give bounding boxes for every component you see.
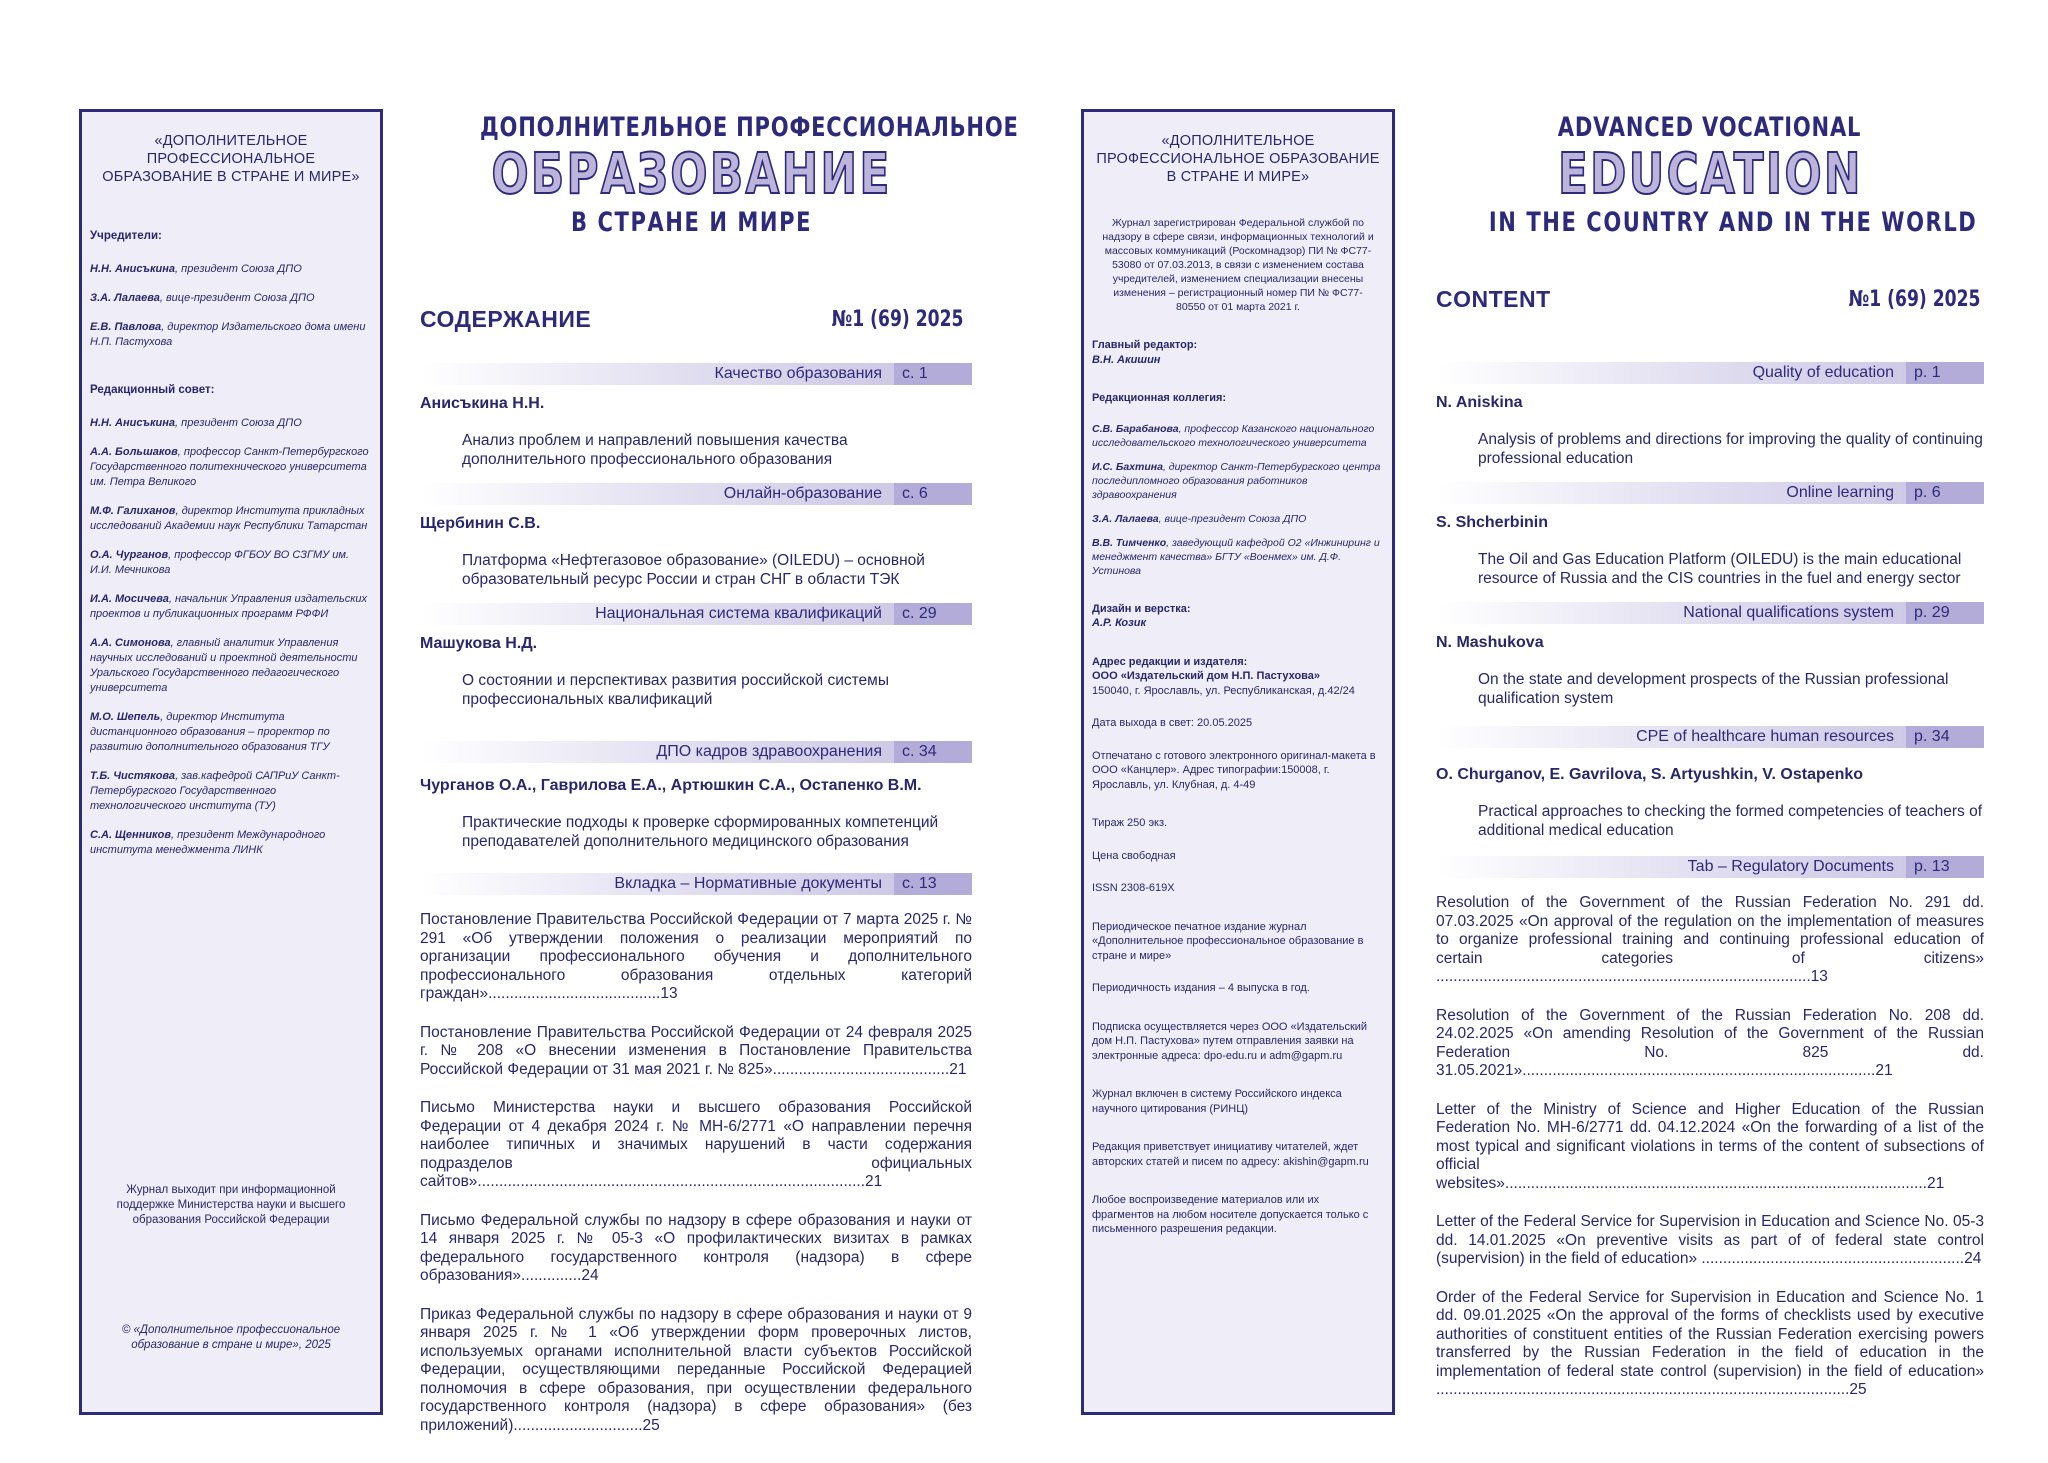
- section-author: N. Mashukova: [1436, 634, 1544, 651]
- founder-entry: Н.Н. Анисъкина, президент Союза ДПО: [90, 263, 302, 275]
- section-bar: National qualifications system p. 29: [1436, 602, 1984, 624]
- document-entry: Письмо Министерства науки и высшего образования Российской Федерации от 4 декабря 2024 г. № МН-6/2771 «О направлении перечня наиболее типичных и значимых нарушений в части содержания подразделов официальных сайтов»..........................................................................................21: [420, 1099, 972, 1190]
- en-section: [1436, 482, 1984, 588]
- sidebar-journal-title: «ДОПОЛНИТЕЛЬНОЕ ПРОФЕССИОНАЛЬНОЕ ОБРАЗОВАНИЕ В СТРАНЕ И МИРЕ»: [102, 133, 360, 185]
- design-credit: Дизайн и верстка: А.Р. Козик: [1092, 602, 1191, 629]
- en-issue-number: №1 (69) 2025: [1848, 287, 1981, 312]
- section-bar: Онлайн-образование с. 6: [420, 483, 972, 505]
- article-title: Практические подходы к проверке сформированных компетенций преподавателей дополнительного медицинского образования: [462, 814, 939, 850]
- document-entry: Resolution of the Government of the Russian Federation No. 291 dd. 07.03.2025 «On approval of the regulation on the implementation of measures to organize professional training and continuing professional education of certain categories of citizens» .......................................................................................13: [1436, 894, 1984, 985]
- frequency: Периодичность издания – 4 выпуска в год.: [1092, 982, 1310, 994]
- page-ref: p. 1: [1906, 362, 1984, 384]
- price: Цена свободная: [1092, 849, 1176, 862]
- page-ref: с. 34: [894, 741, 972, 763]
- ru-contents-heading: СОДЕРЖАНИЕ: [420, 306, 592, 332]
- ru-issue-number: №1 (69) 2025: [831, 307, 964, 332]
- subscription-note: Подписка осуществляется через ООО «Издательский дом Н.П. Пастухова» путем отправления заявки на электронные адреса: dpo-edu.ru и adm@gapm.ru: [1092, 1020, 1368, 1062]
- article-title: Analysis of problems and directions for improving the quality of continuing professional education: [1478, 431, 1983, 467]
- section-bar: Качество образования с. 1: [420, 363, 972, 385]
- page-ref: p. 34: [1906, 726, 1984, 748]
- section-author: Анисъкина Н.Н.: [420, 395, 545, 412]
- ru-masthead: [404, 112, 1019, 238]
- section-bar: Вкладка – Нормативные документы с. 13: [420, 873, 972, 895]
- registration-note: Журнал зарегистрирован Федеральной службой по надзору в сфере связи, информационных технологий и массовых коммуникаций (Роскомнадзор) ПИ № ФС77-53080 от 07.03.2013, в связи с изменением состава учредителей, изменением специализации внесены изменения – регистрационный номер ПИ № ФС77-80550 от 01 марта 2021 г.: [1102, 217, 1374, 313]
- document-entry: Постановление Правительства Российской Федерации от 24 февраля 2025 г. № 208 «О внесении изменения в Постановление Правительства Российской Федерации от 31 мая 2021 г. № 825».........................................21: [420, 1023, 972, 1078]
- issn: ISSN 2308-619X: [1092, 882, 1175, 894]
- section-author: Машукова Н.Д.: [420, 635, 538, 652]
- board-member: С.А. Щенников, президент Международного института менеджмента ЛИНК: [90, 829, 326, 856]
- ru-mast-line2: ОБРАЗОВАНИЕ: [491, 142, 893, 207]
- board-list: [90, 416, 372, 858]
- en-section: [1436, 602, 1984, 708]
- article-title: On the state and development prospects of the Russian professional qualification system: [1478, 671, 1949, 707]
- document-entry: Letter of the Federal Service for Supervision in Education and Science No. 05-3 dd. 14.01.2025 «On preventive visits as part of of federal state control (supervision) in the field of education» .............................................................24: [1436, 1213, 1984, 1267]
- board-member: Т.Б. Чистякова, зав.кафедрой САПРиУ Санкт-Петербургского Государственного технологического института (ТУ): [90, 770, 340, 812]
- article-title: Practical approaches to checking the formed competencies of teachers of additional medical education: [1478, 803, 1983, 839]
- section-author: O. Churganov, E. Gavrilova, S. Artyushkin, V. Ostapenko: [1436, 766, 1864, 783]
- page-ref: с. 1: [894, 363, 972, 385]
- ru-section: [420, 363, 972, 469]
- en-tab-section: [1436, 856, 1984, 1400]
- printing-note: Отпечатано с готового электронного оригинал-макета в ООО «Канцлер». Адрес типографии:150008, г. Ярославль, ул. Клубная, д. 4-49: [1092, 749, 1376, 791]
- section-bar: CPE of healthcare human resources p. 34: [1436, 726, 1984, 748]
- document-entry: Order of the Federal Service for Supervision in Education and Science No. 1 dd. 09.01.2025 «On the approval of the forms of checklists used by executive authorities of constituent entities of the Russian Federation exercising powers transferred by the Russian Federation in the field of education in the implementation of federal state control (supervision) in the field of education» ................................................................................................25: [1436, 1288, 1984, 1398]
- rinc-note: Журнал включен в систему Российского индекса научного цитирования (РИНЦ): [1092, 1088, 1342, 1115]
- support-note: Журнал выходит при информационной поддержке Министерства науки и высшего образования Российской Федерации: [116, 1184, 346, 1226]
- release-date: Дата выхода в свет: 20.05.2025: [1092, 717, 1253, 729]
- section-bar: Национальная система квалификаций с. 29: [420, 603, 972, 625]
- article-title: Анализ проблем и направлений повышения качества дополнительного профессионального образования: [462, 432, 848, 468]
- en-section: [1436, 726, 1984, 840]
- board-member: А.А. Симонова, главный аналитик Управления научных исследований и проектной деятельности Уральского Государственного педагогического университета: [90, 637, 358, 694]
- editorial-member: И.С. Бахтина, директор Санкт-Петербургского центра последипломного образования работников здравоохранения: [1092, 460, 1381, 501]
- document-entry: Resolution of the Government of the Russian Federation No. 208 dd. 24.02.2025 «On amending Resolution of the Government of the Russian Federation No. 825 dd. 31.05.2021»..................................................................................21: [1436, 1006, 1984, 1079]
- en-contents: [1436, 362, 1984, 1400]
- page-ref: с. 29: [894, 603, 972, 625]
- ru-mast-line1: ДОПОЛНИТЕЛЬНОЕ ПРОФЕССИОНАЛЬНОЕ: [479, 112, 1019, 143]
- publisher-address: Адрес редакции и издателя: ООО «Издательский дом Н.П. Пастухова» 150040, г. Ярославль, ул. Республиканская, д.42/24: [1092, 655, 1355, 697]
- document-entry: Письмо Федеральной службы по надзору в сфере образования и науки от 14 января 2025 г. № 05-3 «О профилактических визитах в рамках федерального государственного контроля (надзора) в сфере образования»..............24: [420, 1211, 972, 1284]
- en-section: [1436, 362, 1984, 468]
- page-ref: p. 13: [1906, 856, 1984, 878]
- en-mast-line1: ADVANCED VOCATIONAL: [1558, 112, 1862, 143]
- document-entry: Постановление Правительства Российской Федерации от 7 марта 2025 г. № 291 «Об утверждении положения о реализации мероприятий по организации профессионального обучения и дополнительного профессионального образования отдельных категорий граждан»........................................13: [420, 911, 972, 1002]
- ru-section: [420, 603, 972, 709]
- document-entry: Приказ Федеральной службы по надзору в сфере образования и науки от 9 января 2025 г. № 1 «Об утверждении форм проверочных листов, используемых органами исполнительной власти субъектов Российской Федерации, осуществляющими переданные Российской Федерацией полномочия в сфере образования, при осуществлении федерального государственного контроля (надзора) в сфере образования» (без приложений)..............................25: [420, 1305, 972, 1434]
- page-ref: p. 6: [1906, 482, 1984, 504]
- section-author: N. Aniskina: [1436, 394, 1523, 411]
- article-title: Платформа «Нефтегазовое образование» (OILEDU) – основной образовательный ресурс России и стран СНГ в области ТЭК: [462, 552, 925, 588]
- board-member: И.А. Мосичева, начальник Управления издательских проектов и публикационных программ РФФИ: [90, 593, 368, 620]
- section-bar: Quality of education p. 1: [1436, 362, 1984, 384]
- editorial-board: Редакционная коллегия: С.В. Барабанова, профессор Казанского национального исследовательского технологического университета И.С. Бахтина, директор Санкт-Петербургского центра последипломного образования работников здравоохранения З.А. Лалаева, вице-президент Союза ДПО В.В. Тимченко, заведующий кафедрой О2 «Инжиниринг и менеджмент качества» БГТУ «Военмех» им. Д.Ф. Устинова: [1092, 391, 1384, 578]
- ru-section: [420, 741, 972, 851]
- founder-entry: З.А. Лалаева, вице-президент Союза ДПО: [90, 292, 315, 304]
- reproduction-note: Любое воспроизведение материалов или их фрагментов на любом носителе допускается только с письменного разрешения редакции.: [1092, 1194, 1369, 1235]
- founder-entry: Е.В. Павлова, директор Издательского дома имени Н.П. Пастухова: [90, 321, 366, 348]
- section-bar: Tab – Regulatory Documents p. 13: [1436, 856, 1984, 878]
- section-author: Щербинин С.В.: [420, 515, 541, 532]
- section-author: Чурганов О.А., Гаврилова Е.А., Артюшкин С.А., Остапенко В.М.: [420, 777, 922, 794]
- editorial-member: С.В. Барабанова, профессор Казанского национального исследовательского технологического университета: [1092, 422, 1375, 449]
- ru-section: [420, 483, 972, 589]
- left-sidebar: [79, 109, 383, 1415]
- board-heading: Редакционный совет:: [90, 384, 215, 396]
- section-author: S. Shcherbinin: [1436, 514, 1549, 531]
- board-member: М.Ф. Галиханов, директор Института прикладных исследований Академии наук Республики Татарстан: [90, 505, 368, 532]
- page-ref: с. 6: [894, 483, 972, 505]
- board-member: А.А. Большаков, профессор Санкт-Петербургского Государственного политехнического университета им. Петра Великого: [90, 446, 369, 488]
- initiative-note: Редакция приветствует инициативу читателей, ждет авторских статей и писем по адресу: akishin@gapm.ru: [1092, 1141, 1369, 1168]
- copyright: © «Дополнительное профессиональное образование в стране и мире», 2025: [121, 1324, 341, 1351]
- article-title: The Oil and Gas Education Platform (OILEDU) is the main educational resource of Russia and the CIS countries in the fuel and energy sector: [1478, 551, 1962, 587]
- founders-heading: Учредители:: [90, 230, 162, 242]
- en-masthead: [1420, 112, 2000, 238]
- founders-list: [90, 262, 372, 350]
- article-title: О состоянии и перспективах развития российской системы профессиональных квалификаций: [462, 672, 889, 708]
- board-member: М.О. Шепель, директор Института дистанционного образования – проректор по развитию дополнительного образования ТГУ: [90, 711, 330, 753]
- page-ref: p. 29: [1906, 602, 1984, 624]
- editorial-member: В.В. Тимченко, заведующий кафедрой О2 «Инжиниринг и менеджмент качества» БГТУ «Военмех» им. Д.Ф. Устинова: [1092, 536, 1380, 577]
- ru-mast-line3: В СТРАНЕ И МИРЕ: [571, 207, 813, 238]
- en-contents-heading: CONTENT: [1436, 286, 1551, 312]
- periodical-note: Периодическое печатное издание журнал «Дополнительное профессиональное образование в стране и мире»: [1092, 920, 1364, 962]
- section-bar: ДПО кадров здравоохранения с. 34: [420, 741, 972, 763]
- section-bar: Online learning p. 6: [1436, 482, 1984, 504]
- editorial-member: З.А. Лалаева, вице-президент Союза ДПО: [1092, 512, 1307, 525]
- circulation: Тираж 250 экз.: [1092, 817, 1168, 829]
- ru-tab-section: [420, 873, 972, 1435]
- en-mast-line3: IN THE COUNTRY AND IN THE WORLD: [1488, 207, 1978, 238]
- page-ref: с. 13: [894, 873, 972, 895]
- imprint-journal-title: «ДОПОЛНИТЕЛЬНОЕ ПРОФЕССИОНАЛЬНОЕ ОБРАЗОВАНИЕ В СТРАНЕ И МИРЕ»: [1096, 133, 1380, 185]
- document-entry: Letter of the Ministry of Science and Higher Education of the Russian Federation No. MH-6/2771 dd. 04.12.2024 «On the forwarding of a list of the most typical and significant violations in terms of the content of subsections of official websites»..................................................................................................21: [1436, 1100, 1984, 1192]
- board-member: Н.Н. Анисъкина, президент Союза ДПО: [90, 417, 302, 429]
- board-member: О.А. Чурганов, профессор ФГБОУ ВО СЗГМУ им. И.И. Мечникова: [90, 549, 349, 576]
- en-mast-line2: EDUCATION: [1557, 142, 1863, 207]
- chief-editor: Главный редактор: В.Н. Акишин: [1092, 339, 1198, 366]
- ru-contents: [420, 363, 972, 1435]
- imprint-sidebar: [1081, 109, 1395, 1415]
